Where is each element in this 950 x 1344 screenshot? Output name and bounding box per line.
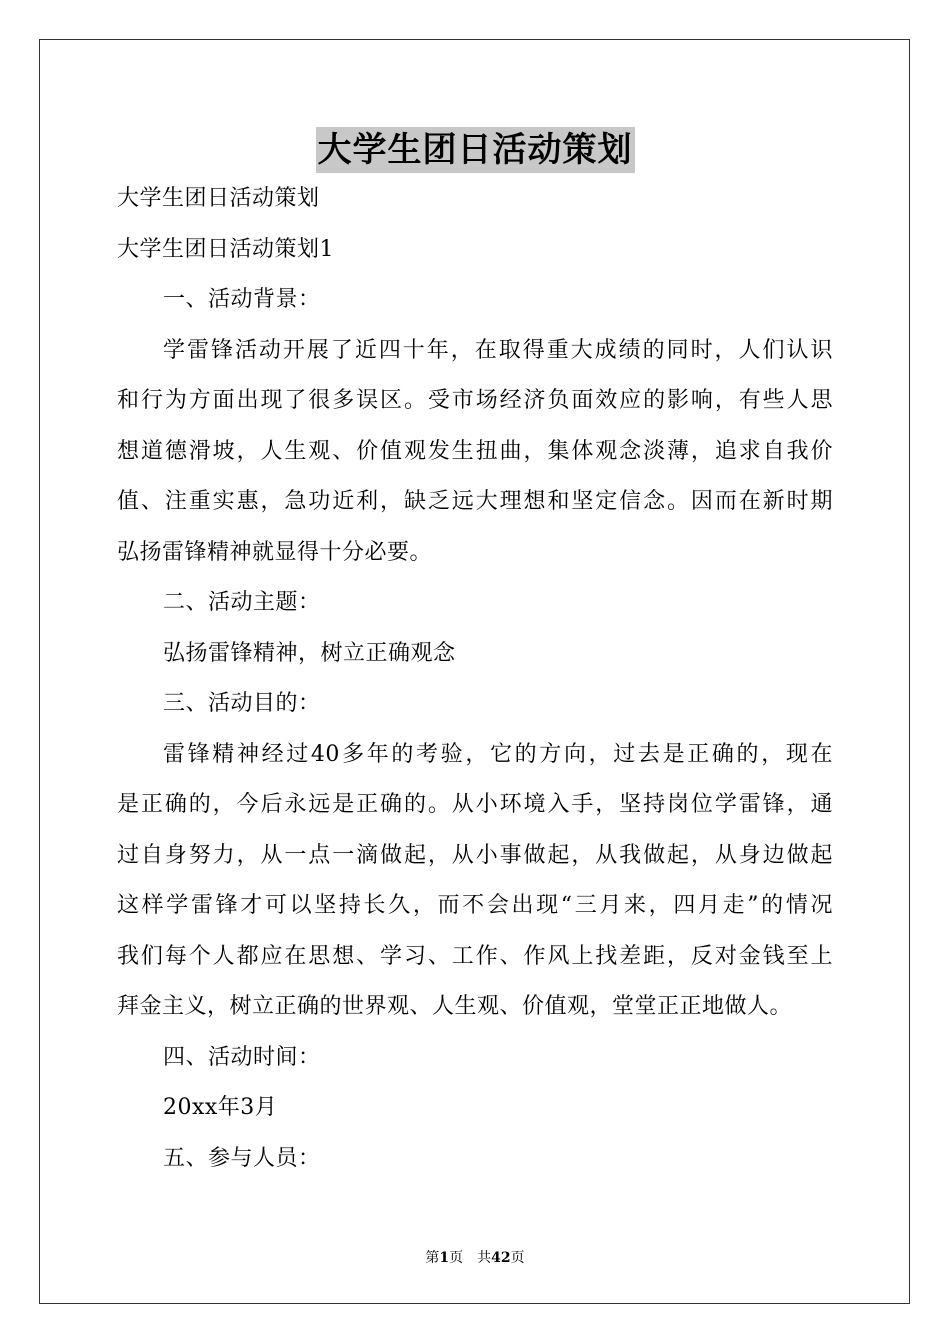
footer-page-total: 42 bbox=[491, 1250, 511, 1266]
paragraph-line: 拜金主义，树立正确的世界观、人生观、价值观，堂堂正正地做人。 bbox=[117, 994, 793, 1019]
section-heading: 一、活动背景： bbox=[163, 287, 321, 312]
paragraph-line: 和行为方面出现了很多误区。受市场经济负面效应的影响，有些人思 bbox=[117, 388, 833, 413]
paragraph-line: 是正确的，今后永远是正确的。从小环境入手，坚持岗位学雷锋，通 bbox=[117, 792, 833, 817]
page-footer bbox=[0, 1248, 950, 1268]
paragraph-line: 过自身努力，从一点一滴做起，从小事做起，从我做起，从身边做起 bbox=[117, 842, 833, 868]
section-heading: 五、参与人员： bbox=[163, 1145, 321, 1171]
body-line: 大学生团日活动策划1 bbox=[117, 236, 334, 262]
title-container bbox=[0, 127, 950, 173]
paragraph-line: 我们每个人都应在思想、学习、工作、作风上找差距，反对金钱至上 bbox=[117, 943, 833, 969]
section-heading: 四、活动时间： bbox=[163, 1044, 321, 1070]
document-title: 大学生团日活动策划 bbox=[316, 127, 635, 173]
paragraph-line: 想道德滑坡，人生观、价值观发生扭曲，集体观念淡薄，追求自我价 bbox=[117, 438, 833, 464]
paragraph-line: 值、注重实惠，急功近利，缺乏远大理想和坚定信念。因而在新时期 bbox=[117, 489, 833, 514]
footer-prefix: 第 bbox=[425, 1250, 440, 1266]
paragraph-line: 学雷锋活动开展了近四十年，在取得重大成绩的同时，人们认识 bbox=[163, 337, 833, 363]
footer-page-current: 1 bbox=[439, 1250, 450, 1266]
paragraph-line: 这样学雷锋才可以坚持长久，而不会出现“三月来，四月走”的情况 bbox=[117, 893, 833, 918]
document-body bbox=[117, 174, 833, 1184]
body-line: 大学生团日活动策划 bbox=[117, 186, 320, 211]
section-heading: 二、活动主题： bbox=[163, 590, 321, 615]
footer-suffix: 页 bbox=[510, 1250, 525, 1266]
section-heading: 三、活动目的： bbox=[163, 691, 321, 716]
footer-mid: 页 共 bbox=[449, 1250, 492, 1266]
paragraph-line: 弘扬雷锋精神，树立正确观念 bbox=[163, 640, 456, 666]
paragraph-line: 雷锋精神经过40多年的考验，它的方向，过去是正确的，现在 bbox=[163, 741, 833, 767]
paragraph-line: 弘扬雷锋精神就显得十分必要。 bbox=[117, 539, 433, 565]
paragraph-line: 20xx年3月 bbox=[163, 1095, 278, 1120]
